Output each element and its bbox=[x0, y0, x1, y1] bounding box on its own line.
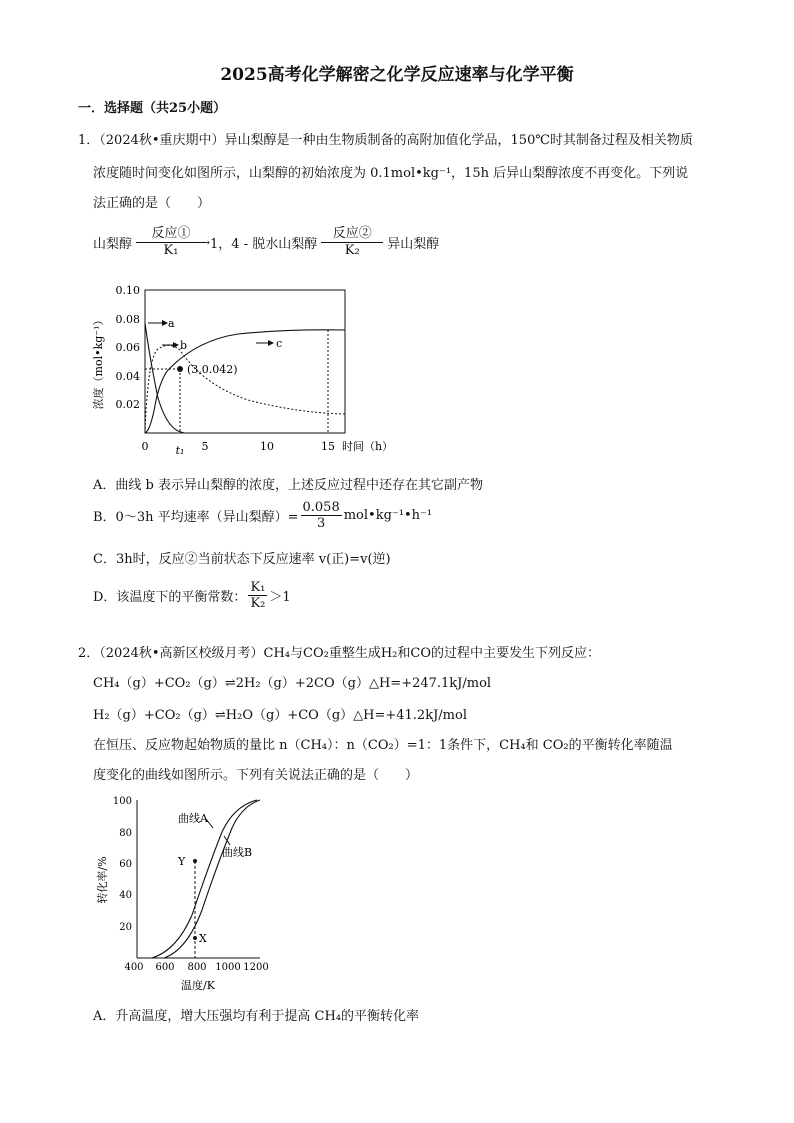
q1-xtick: 15 bbox=[321, 440, 335, 453]
q2-line2: 在恒压、反应物起始物质的量比 n（CH₄）：n（CO₂）=1：1条件下，CH₄和 CO₂的平衡转化率随温 bbox=[93, 738, 673, 753]
q1-xtick: 10 bbox=[260, 440, 274, 453]
q1-ytick: 0.08 bbox=[115, 313, 140, 326]
q2-line3: 度变化的曲线如图所示。下列有关说法正确的是（ ） bbox=[93, 768, 419, 783]
q1-point-label: (3,0.042) bbox=[187, 363, 238, 376]
q2-xtick: 800 bbox=[187, 962, 207, 973]
q1-ytick: 0.02 bbox=[115, 398, 140, 411]
q2-xtick: 400 bbox=[124, 962, 144, 973]
q1-option-a: A．曲线 b 表示异山梨醇的浓度，上述反应过程中还存在其它副产物 bbox=[93, 478, 483, 493]
q1-ytick: 0.06 bbox=[115, 341, 140, 354]
label-a: a bbox=[168, 317, 175, 330]
q1-xlabel: 时间（h） bbox=[342, 440, 394, 453]
point-y-label: Y bbox=[178, 855, 186, 868]
scheme-end: 异山梨醇 bbox=[387, 237, 440, 252]
q2-ytick: 20 bbox=[119, 922, 132, 933]
q1-option-b: B．0～3h 平均速率（异山梨醇）= $\frac{0.058}{3}$ mol•kg⁻¹•h⁻¹ bbox=[93, 500, 433, 531]
q2-line1: 2．（2024秋•高新区校级月考）CH₄与CO₂重整生成H₂和CO的过程中主要发生下列反应： bbox=[78, 646, 600, 661]
section-heading: 一．选择题（共25小题） bbox=[78, 101, 227, 116]
scheme-start: 山梨醇 bbox=[93, 237, 133, 252]
label-b: b bbox=[180, 339, 188, 352]
curve-a-label: 曲线A bbox=[178, 812, 208, 825]
curve-b bbox=[145, 345, 345, 433]
q2-xlabel: 温度/K bbox=[181, 979, 215, 992]
q2-ytick: 80 bbox=[119, 828, 132, 839]
point-x-label: X bbox=[199, 932, 207, 945]
q2-ytick: 100 bbox=[112, 796, 132, 807]
scheme-arrow-1: 反应① → K₁ bbox=[136, 226, 206, 259]
q1-xtick: 5 bbox=[201, 440, 209, 453]
q1-ytick: 0.04 bbox=[115, 370, 140, 383]
label-c: c bbox=[276, 337, 283, 350]
q1-ytick: 0.10 bbox=[115, 284, 140, 297]
q2-equation-2: H₂（g）+CO₂（g）⇌H₂O（g）+CO（g）△H=+41.2kJ/mol bbox=[93, 708, 467, 723]
q2-ytick: 40 bbox=[119, 890, 132, 901]
q2-xtick: 1200 bbox=[243, 962, 269, 973]
q2-ylabel: 转化率/% bbox=[96, 856, 109, 904]
q2-option-a: A．升高温度，增大压强均有利于提高 CH₄的平衡转化率 bbox=[93, 1009, 420, 1024]
q1-t1-label: t₁ bbox=[175, 444, 185, 457]
scheme-mid: 1，4 - 脱水山梨醇 bbox=[210, 237, 318, 252]
q1-ylabel: 浓度（mol•kg⁻¹） bbox=[92, 314, 105, 410]
curve-b-label: 曲线B bbox=[222, 846, 253, 859]
curve-a bbox=[145, 323, 184, 433]
q1-line1: 1．（2024秋•重庆期中）异山梨醇是一种由生物质制备的高附加值化学品，150℃时其制备过程及相关物质 bbox=[78, 133, 693, 148]
q1-xtick: 0 bbox=[141, 440, 149, 453]
q1-option-c: C．3h时，反应②当前状态下反应速率 v(正)=v(逆) bbox=[93, 552, 391, 567]
q2-xtick: 1000 bbox=[215, 962, 241, 973]
q1-option-d: D．该温度下的平衡常数： $\frac{\text{K₁}}{\text{K₂}}$ ＞1 bbox=[93, 580, 291, 611]
q1-line3: 法正确的是（ ） bbox=[93, 196, 211, 211]
q1-reaction-scheme bbox=[93, 226, 439, 259]
q1-concentration-chart bbox=[88, 280, 418, 462]
page-title: 2025高考化学解密之化学反应速率与化学平衡 bbox=[220, 65, 574, 85]
q2-xtick: 600 bbox=[155, 962, 175, 973]
q2-conversion-chart bbox=[92, 790, 282, 995]
q2-ytick: 60 bbox=[119, 859, 132, 870]
q2-equation-1: CH₄（g）+CO₂（g）⇌2H₂（g）+2CO（g）△H=+247.1kJ/mol bbox=[93, 676, 492, 691]
q1-line2: 浓度随时间变化如图所示，山梨醇的初始浓度为 0.1mol•kg⁻¹，15h 后异山梨醇浓度不再变化。下列说 bbox=[93, 166, 689, 181]
scheme-arrow-2: $\frac{\text{反应②}}{\text{K₂}}$ bbox=[321, 226, 383, 259]
